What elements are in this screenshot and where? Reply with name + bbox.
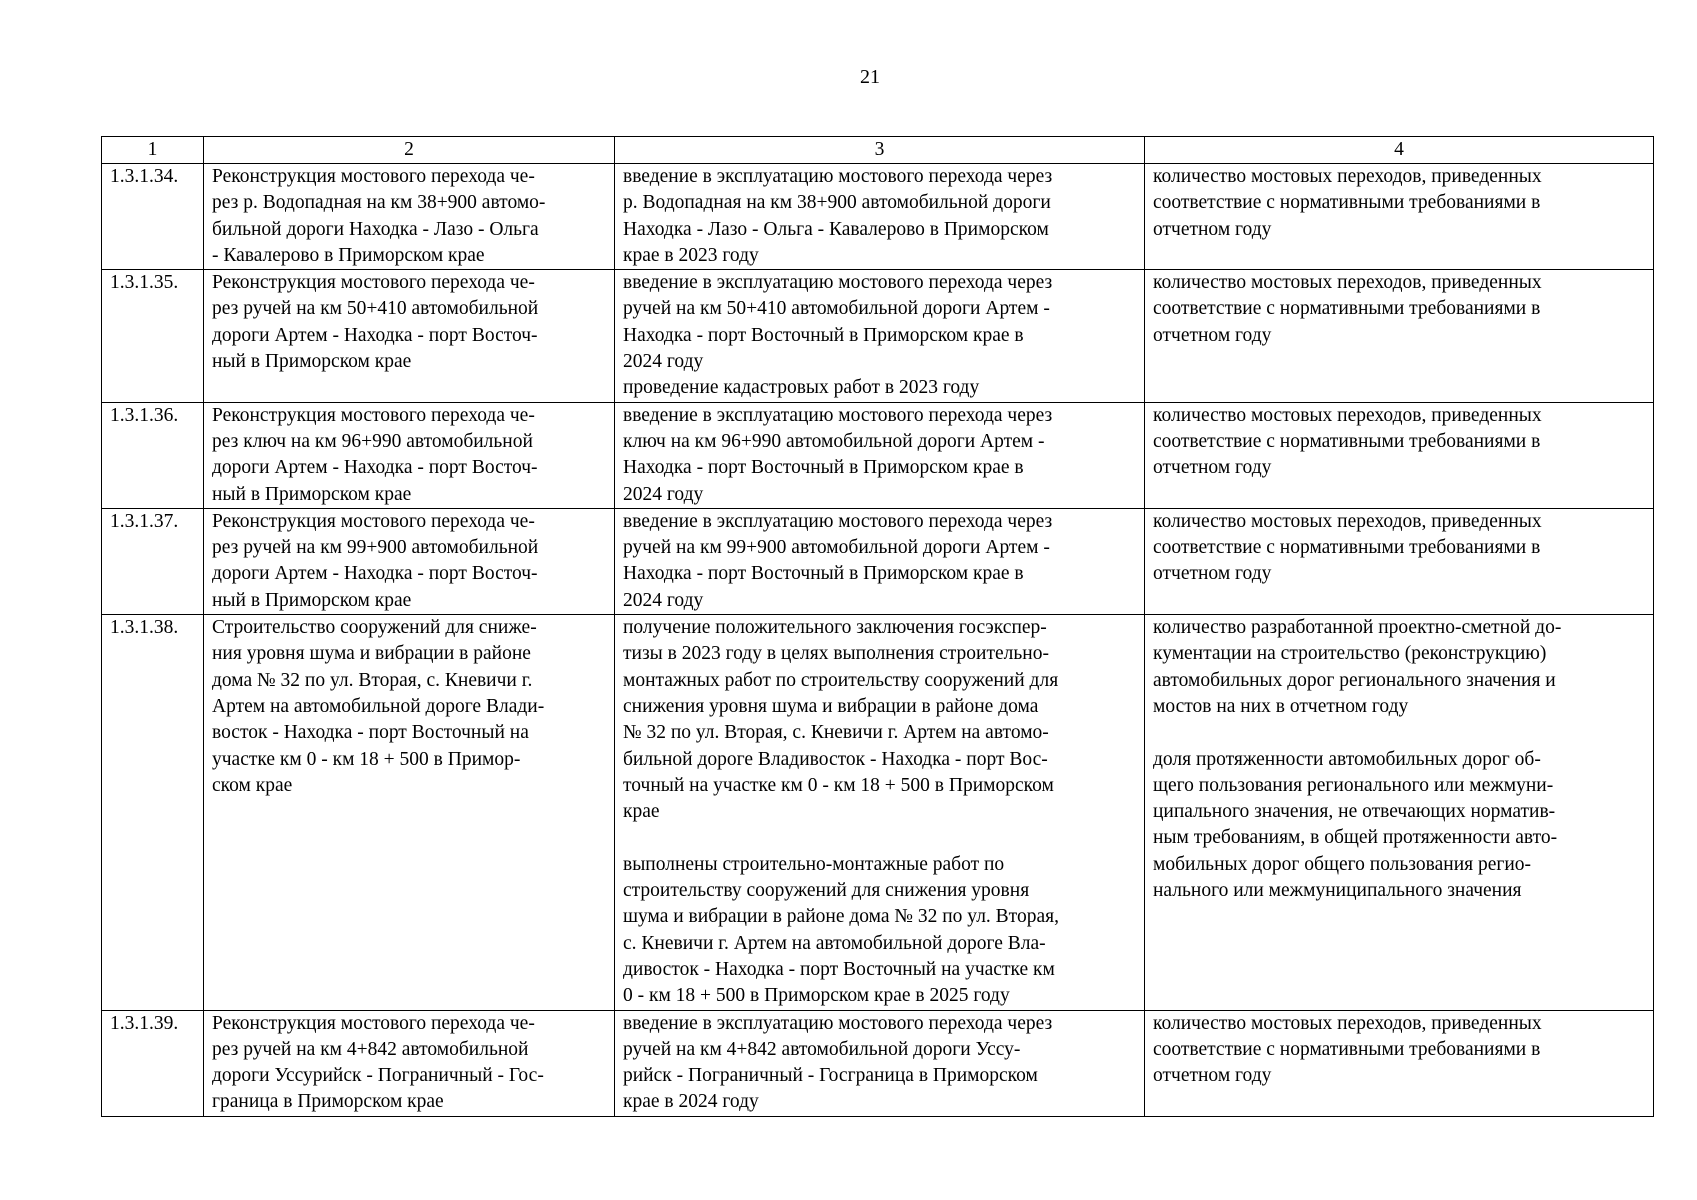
cell-text-line: введение в эксплуатацию мостового перехода через [623,1012,1053,1034]
cell-text-line: дивосток - Находка - порт Восточный на участке км [623,958,1055,980]
cell-text-line: введение в эксплуатацию мостового перехода через [623,166,1053,187]
cell-text-line: ключ на км 96+990 автомобильной дороги Артем - [623,430,1045,452]
cell-text-line: бильной дороги Находка - Лазо - Ольга [212,218,539,240]
cell-text-line: рез ручей на км 50+410 автомобильной [212,298,539,320]
measure-name-cell [204,615,615,1010]
cell-text-line: с. Кневичи г. Артем на автомобильной дороге Вла- [623,932,1046,954]
cell-text-line: р. Водопадная на км 38+900 автомобильной дороги [623,192,1051,214]
cell-text-line: 2024 году [623,483,704,505]
column-header-2: 2 [204,137,615,164]
cell-text-line: рез ручей на км 4+842 автомобильной [212,1038,529,1060]
expected-result-cell [615,1010,1145,1116]
item-number: 1.3.1.37. [102,508,204,614]
cell-text-line: соответствие с нормативными требованиями в [1153,430,1541,452]
cell-text-line: отчетном году [1153,457,1272,479]
cell-text-line: восток - Находка - порт Восточный на [212,722,529,744]
table-body [102,164,1654,1117]
measures-table [101,136,1654,1117]
table-row [102,1010,1654,1116]
cell-text-line: доля протяженности автомобильных дорог об- [1153,748,1541,770]
cell-text-line: - Кавалерово в Приморском крае [212,244,485,266]
expected-result-cell [615,615,1145,1010]
cell-text-line: рез ключ на км 96+990 автомобильной [212,430,533,452]
table-header-row [102,137,1654,164]
cell-text-line: дороги Артем - Находка - порт Восточ- [212,324,538,346]
cell-text-line: Реконструкция мостового перехода че- [212,166,535,187]
cell-text-line: отчетном году [1153,324,1272,346]
indicator-cell [1145,615,1654,1010]
cell-text-line: строительству сооружений для снижения уровня [623,880,1030,902]
cell-text-line: дороги Артем - Находка - порт Восточ- [212,563,538,585]
measure-name-cell [204,1010,615,1116]
measure-name-cell [204,270,615,402]
cell-text-line: участке км 0 - км 18 + 500 в Примор- [212,748,521,770]
cell-text-line: Строительство сооружений для сниже- [212,617,537,639]
table-row [102,508,1654,614]
cell-text-line: Реконструкция мостового перехода че- [212,404,535,426]
cell-text-line: крае в 2023 году [623,244,759,266]
cell-text-line: количество мостовых переходов, приведенных [1153,272,1542,294]
cell-text-line: Находка - порт Восточный в Приморском крае в [623,324,1024,346]
cell-text-line: проведение кадастровых работ в 2023 году [623,377,980,399]
cell-text-line: количество мостовых переходов, приведенных [1153,510,1542,532]
indicator-cell [1145,1010,1654,1116]
cell-text-line: граница в Приморском крае [212,1091,444,1113]
expected-result-cell [615,402,1145,508]
cell-text-line: выполнены строительно-монтажные работ по [623,853,1005,875]
item-number: 1.3.1.34. [102,164,204,270]
cell-text-line: введение в эксплуатацию мостового перехода через [623,272,1053,294]
cell-text-line: точный на участке км 0 - км 18 + 500 в Приморском [623,774,1054,796]
cell-text-line: рез р. Водопадная на км 38+900 автомо- [212,192,546,214]
cell-text-line: ципального значения, не отвечающих норматив- [1153,801,1556,823]
cell-text-line: мостов на них в отчетном году [1153,695,1409,717]
paragraph-gap [623,825,1136,851]
indicator-cell [1145,164,1654,270]
cell-text-line: соответствие с нормативными требованиями в [1153,1038,1541,1060]
column-header-3: 3 [615,137,1145,164]
expected-result-cell [615,270,1145,402]
indicator-cell [1145,402,1654,508]
indicator-cell [1145,270,1654,402]
column-header-4: 4 [1145,137,1654,164]
table-row [102,402,1654,508]
cell-text-line: крае в 2024 году [623,1091,759,1113]
cell-text-line: Находка - Лазо - Ольга - Кавалерово в Приморском [623,218,1049,240]
cell-text-line: кументации на строительство (реконструкцию) [1153,643,1547,665]
cell-text-line: соответствие с нормативными требованиями в [1153,537,1541,559]
cell-text-line: щего пользования регионального или межмуни- [1153,774,1554,796]
cell-text-line: шума и вибрации в районе дома № 32 по ул. Вторая, [623,906,1059,928]
cell-text-line: тизы в 2023 году в целях выполнения строительно- [623,643,1049,665]
cell-text-line: Реконструкция мостового перехода че- [212,1012,535,1034]
cell-text-line: рийск - Пограничный - Госграница в Приморском [623,1065,1038,1087]
cell-text-line: нального или межмуниципального значения [1153,880,1522,902]
cell-text-line: снижения уровня шума и вибрации в районе дома [623,695,1039,717]
table-row [102,615,1654,1010]
cell-text-line: 2024 году [623,589,704,611]
measure-name-cell [204,402,615,508]
cell-text-line: отчетном году [1153,1065,1272,1087]
cell-text-line: дома № 32 по ул. Вторая, с. Кневичи г. [212,669,533,691]
table-row [102,270,1654,402]
cell-text-line: крае [623,801,660,823]
cell-text-line: соответствие с нормативными требованиями в [1153,298,1541,320]
item-number: 1.3.1.39. [102,1010,204,1116]
paragraph-gap [1153,720,1645,746]
cell-text-line: количество мостовых переходов, приведенных [1153,404,1542,426]
cell-text-line: ния уровня шума и вибрации в районе [212,643,531,665]
cell-text-line: монтажных работ по строительству сооружений для [623,669,1059,691]
cell-text-line: введение в эксплуатацию мостового перехода через [623,404,1053,426]
measure-name-cell [204,508,615,614]
item-number: 1.3.1.38. [102,615,204,1010]
item-number: 1.3.1.35. [102,270,204,402]
cell-text-line: Артем на автомобильной дороге Влади- [212,695,545,717]
cell-text-line: ный в Приморском крае [212,483,412,505]
indicator-cell [1145,508,1654,614]
cell-text-line: рез ручей на км 99+900 автомобильной [212,537,539,559]
cell-text-line: ный в Приморском крае [212,351,412,373]
cell-text-line: мобильных дорог общего пользования регио- [1153,853,1532,875]
cell-text-line: дороги Уссурийск - Пограничный - Гос- [212,1065,544,1087]
expected-result-cell [615,508,1145,614]
page-number: 21 [860,66,880,88]
cell-text-line: количество мостовых переходов, приведенных [1153,166,1542,187]
cell-text-line: ручей на км 50+410 автомобильной дороги Артем - [623,298,1050,320]
expected-result-cell [615,164,1145,270]
cell-text-line: 2024 году [623,351,704,373]
cell-text-line: 0 - км 18 + 500 в Приморском крае в 2025 году [623,985,1010,1007]
cell-text-line: ный в Приморском крае [212,589,412,611]
cell-text-line: отчетном году [1153,563,1272,585]
cell-text-line: отчетном году [1153,218,1272,240]
cell-text-line: Реконструкция мостового перехода че- [212,272,535,294]
cell-text-line: ным требованиям, в общей протяженности авто- [1153,827,1558,849]
cell-text-line: получение положительного заключения госэкспер- [623,617,1047,639]
cell-text-line: автомобильных дорог регионального значения и [1153,669,1556,691]
cell-text-line: № 32 по ул. Вторая, с. Кневичи г. Артем на автомо- [623,722,1049,744]
cell-text-line: ручей на км 99+900 автомобильной дороги Артем - [623,537,1050,559]
cell-text-line: Находка - порт Восточный в Приморском крае в [623,457,1024,479]
cell-text-line: введение в эксплуатацию мостового перехода через [623,510,1053,532]
table-row [102,164,1654,270]
cell-text-line: дороги Артем - Находка - порт Восточ- [212,457,538,479]
item-number: 1.3.1.36. [102,402,204,508]
measure-name-cell [204,164,615,270]
cell-text-line: ском крае [212,774,293,796]
cell-text-line: бильной дороге Владивосток - Находка - порт Вос- [623,748,1048,770]
column-header-1: 1 [102,137,204,164]
cell-text-line: Находка - порт Восточный в Приморском крае в [623,563,1024,585]
cell-text-line: количество мостовых переходов, приведенных [1153,1012,1542,1034]
cell-text-line: ручей на км 4+842 автомобильной дороги Уссу- [623,1038,1021,1060]
cell-text-line: количество разработанной проектно-сметной до- [1153,617,1562,639]
cell-text-line: Реконструкция мостового перехода че- [212,510,535,532]
cell-text-line: соответствие с нормативными требованиями в [1153,192,1541,214]
